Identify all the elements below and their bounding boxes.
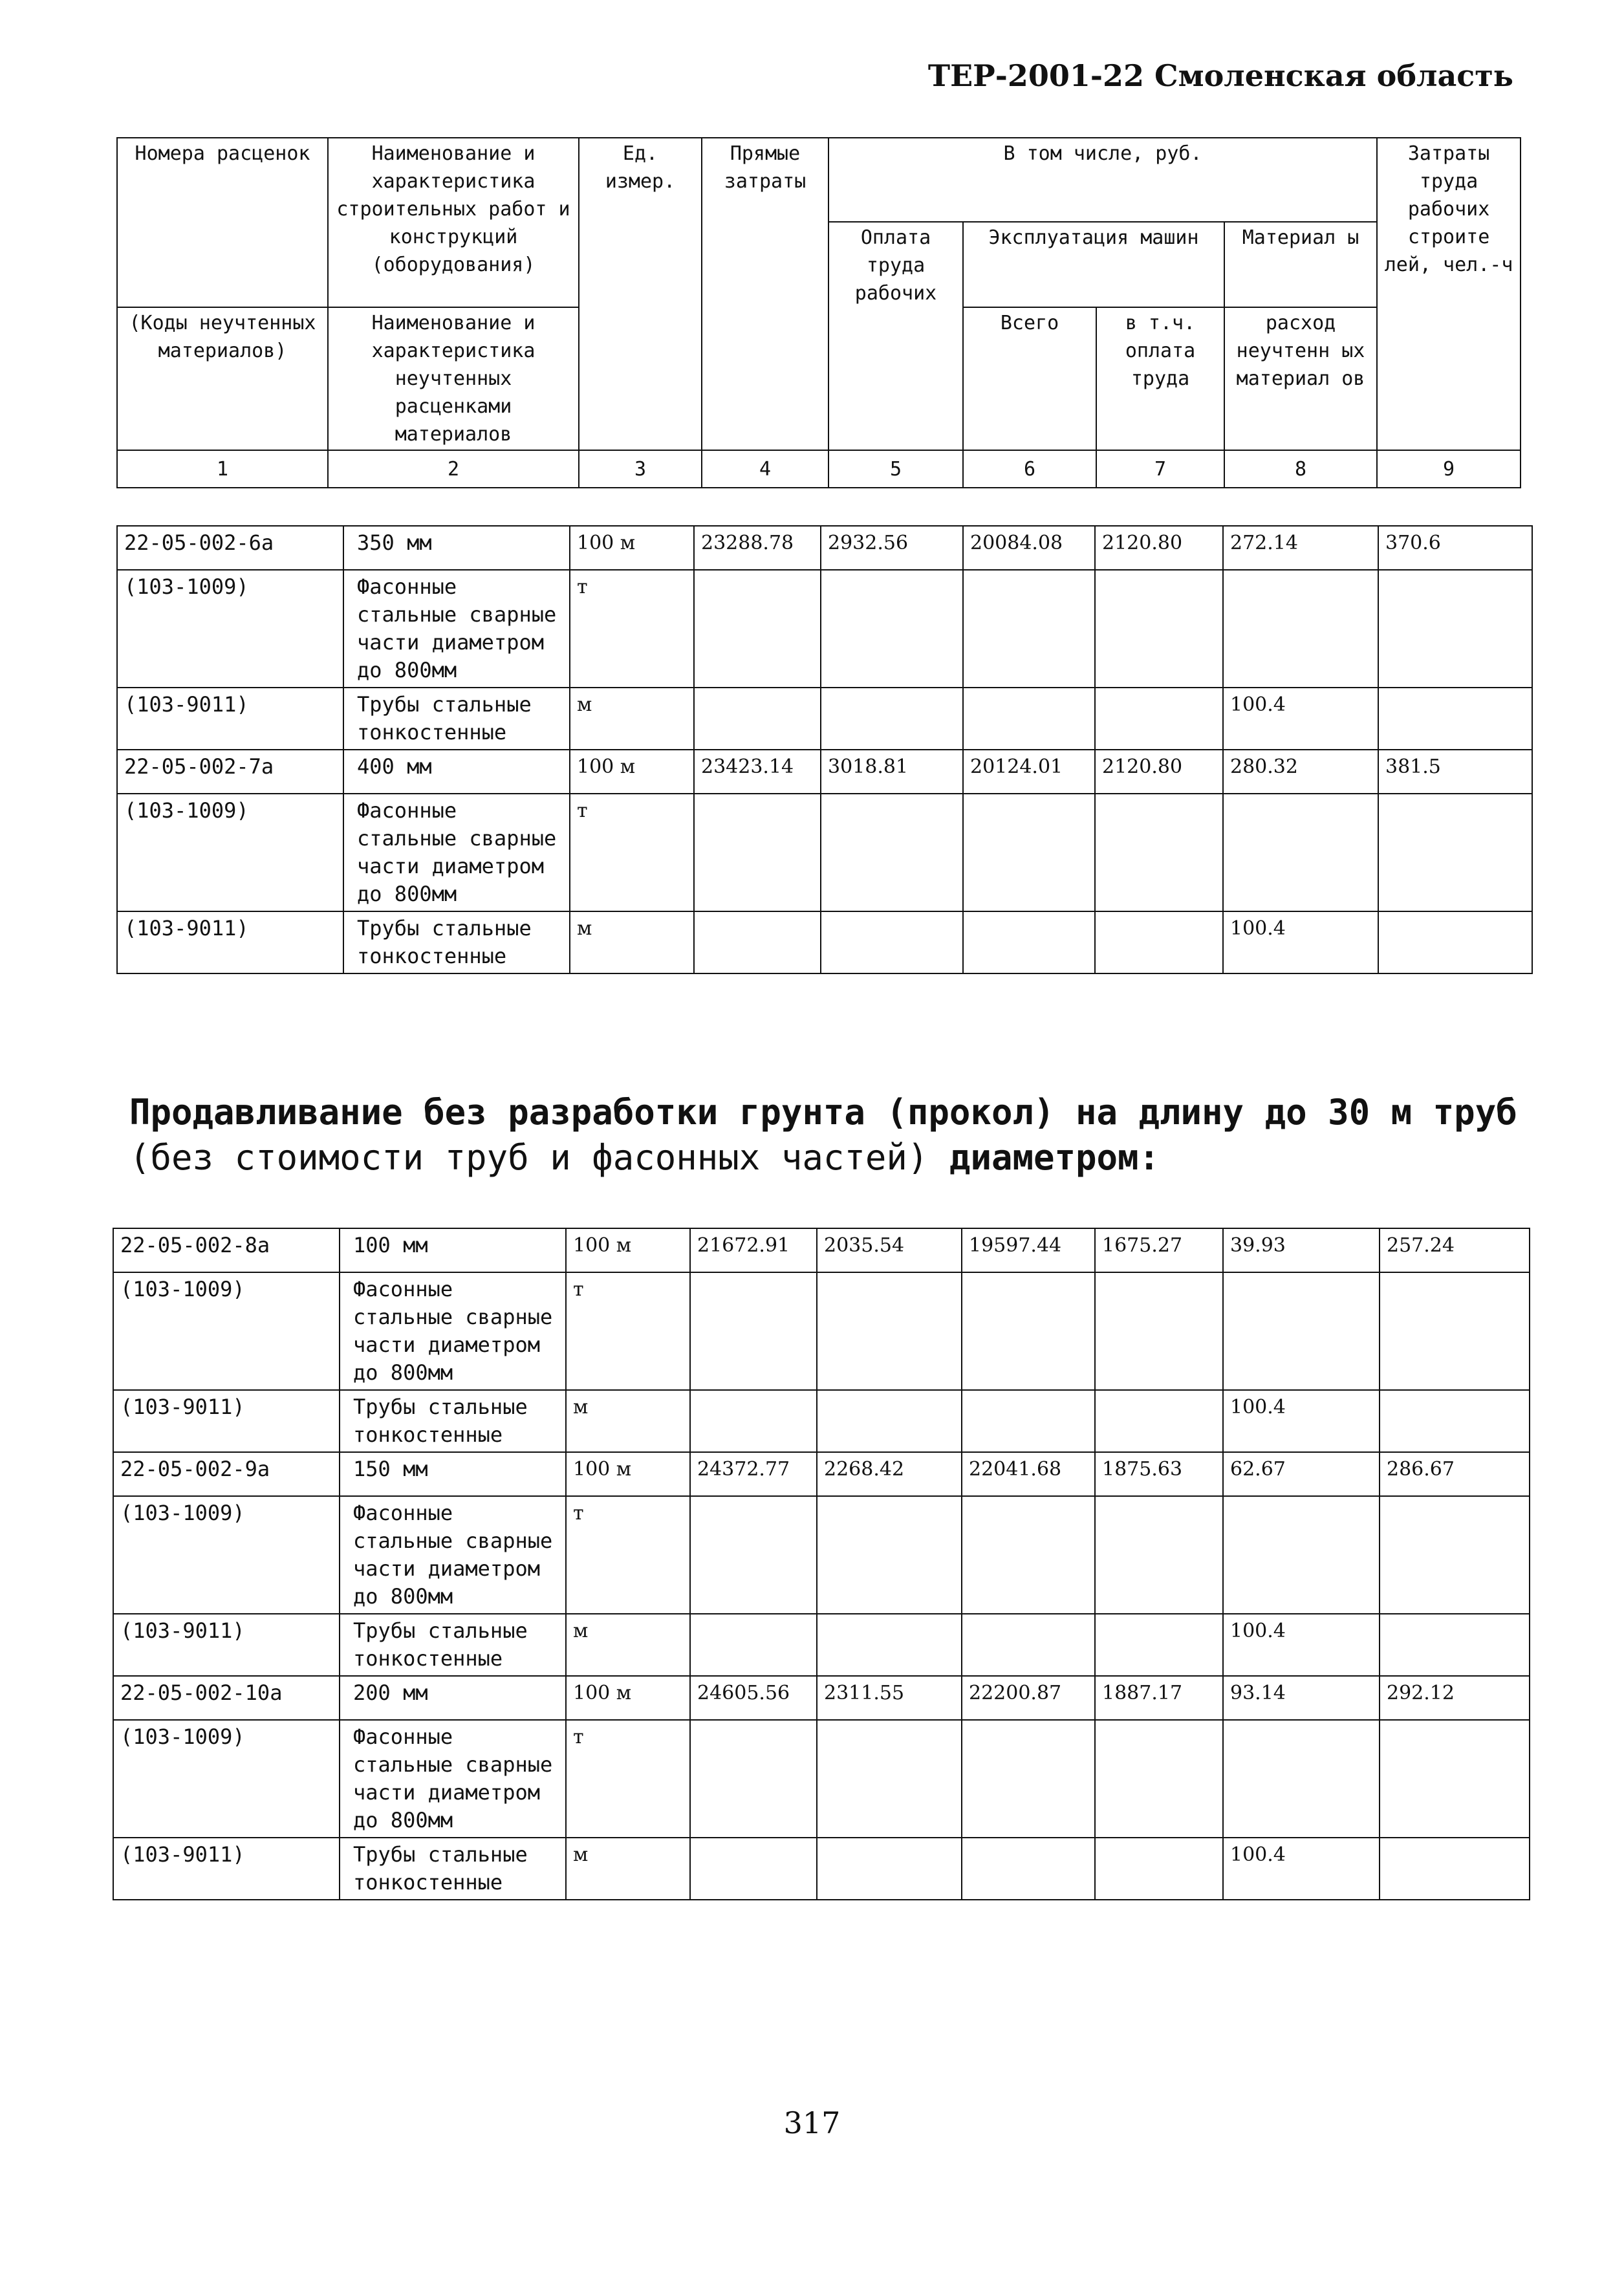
cell-machines: 22200.87 <box>962 1676 1095 1720</box>
cell-labor-pay <box>821 570 963 688</box>
cell-labor-hours <box>1380 1390 1530 1452</box>
cell-direct-costs <box>690 1838 817 1900</box>
cell-unit: м <box>566 1838 690 1900</box>
cell-machines: 20124.01 <box>963 750 1095 794</box>
header-labor-hours: Затраты труда рабочих строите лей, чел.-ч <box>1377 138 1521 450</box>
cell-direct-costs <box>690 1496 817 1614</box>
cell-machines <box>962 1390 1095 1452</box>
cell-unit: 100 м <box>570 526 694 570</box>
cell-materials: 100.4 <box>1223 1614 1380 1676</box>
cell-direct-costs: 24372.77 <box>690 1452 817 1496</box>
cell-labor-pay <box>821 911 963 973</box>
cell-materials: 93.14 <box>1223 1676 1380 1720</box>
cell-unit: 100 м <box>566 1676 690 1720</box>
header-direct-costs: Прямые затраты <box>702 138 828 450</box>
cell-labor-hours <box>1378 794 1532 911</box>
cell-name: Фасонные стальные сварные части диаметром до 800мм <box>340 1496 566 1614</box>
cell-code: (103-9011) <box>113 1838 340 1900</box>
cell-name: Трубы стальные тонкостенные <box>340 1838 566 1900</box>
column-number: 9 <box>1377 450 1521 488</box>
cell-labor-pay <box>817 1390 962 1452</box>
cell-unit: м <box>566 1614 690 1676</box>
header-rate-codes: Номера расценок <box>117 138 328 222</box>
cell-machines <box>963 911 1095 973</box>
cell-materials: 100.4 <box>1223 688 1378 750</box>
cell-machine-labor <box>1095 1838 1223 1900</box>
cell-materials <box>1223 1720 1380 1838</box>
cell-labor-hours: 292.12 <box>1380 1676 1530 1720</box>
cell-code: (103-9011) <box>113 1614 340 1676</box>
cell-direct-costs <box>690 1720 817 1838</box>
cell-machine-labor: 2120.80 <box>1095 526 1223 570</box>
cell-code: 22-05-002-8а <box>113 1228 340 1272</box>
header-unaccounted-materials: расход неучтенн ых материал ов <box>1224 307 1377 450</box>
cell-machines <box>963 570 1095 688</box>
cell-materials: 100.4 <box>1223 911 1378 973</box>
header-rate-codes-spacer <box>117 222 328 307</box>
cell-direct-costs: 23288.78 <box>694 526 821 570</box>
cell-labor-pay <box>817 1720 962 1838</box>
cell-machines <box>963 688 1095 750</box>
cell-labor-pay: 3018.81 <box>821 750 963 794</box>
cell-machines: 20084.08 <box>963 526 1095 570</box>
column-number: 1 <box>117 450 328 488</box>
material-row <box>113 1496 1530 1614</box>
cell-direct-costs <box>690 1390 817 1452</box>
cell-code: (103-1009) <box>117 570 343 688</box>
cell-name: 400 мм <box>343 750 570 794</box>
cell-machine-labor: 1887.17 <box>1095 1676 1223 1720</box>
header-unaccounted-codes: (Коды неучтенных материалов) <box>117 307 328 450</box>
rate-row <box>113 1228 1530 1272</box>
column-number: 2 <box>328 450 579 488</box>
cell-labor-pay <box>817 1614 962 1676</box>
material-row <box>113 1838 1530 1900</box>
cell-machine-labor <box>1095 1272 1223 1390</box>
cell-direct-costs: 24605.56 <box>690 1676 817 1720</box>
cell-name: Фасонные стальные сварные части диаметром до 800мм <box>340 1720 566 1838</box>
column-number: 6 <box>963 450 1096 488</box>
cell-machine-labor: 1875.63 <box>1095 1452 1223 1496</box>
cell-code: (103-9011) <box>117 688 343 750</box>
column-number: 4 <box>702 450 828 488</box>
cell-unit: м <box>570 688 694 750</box>
cell-direct-costs <box>694 911 821 973</box>
header-machine-labor: в т.ч. оплата труда <box>1096 307 1224 450</box>
header-unit: Ед. измер. <box>579 138 702 450</box>
cell-machine-labor <box>1095 1496 1223 1614</box>
material-row <box>117 794 1532 911</box>
header-materials: Материал ы <box>1224 222 1377 307</box>
cell-code: (103-1009) <box>113 1720 340 1838</box>
cell-name: Трубы стальные тонкостенные <box>343 911 570 973</box>
column-number: 5 <box>828 450 963 488</box>
cell-direct-costs: 21672.91 <box>690 1228 817 1272</box>
cell-materials: 272.14 <box>1223 526 1378 570</box>
cell-name: Фасонные стальные сварные части диаметром до 800мм <box>340 1272 566 1390</box>
cell-labor-hours: 381.5 <box>1378 750 1532 794</box>
cell-machines <box>962 1838 1095 1900</box>
cell-labor-pay <box>821 794 963 911</box>
header-labor-pay: Оплата труда рабочих <box>828 222 963 450</box>
header-including: В том числе, руб. <box>828 138 1377 222</box>
cell-code: (103-1009) <box>117 794 343 911</box>
cell-unit: т <box>566 1272 690 1390</box>
cell-code: 22-05-002-10а <box>113 1676 340 1720</box>
material-row <box>113 1272 1530 1390</box>
material-row <box>117 570 1532 688</box>
cell-labor-hours <box>1380 1272 1530 1390</box>
column-number: 7 <box>1096 450 1224 488</box>
header-unaccounted-names: Наименование и характеристика неучтенных расценками материалов <box>328 307 579 450</box>
cell-labor-hours <box>1380 1720 1530 1838</box>
section-title-tail: диаметром: <box>928 1137 1160 1178</box>
cell-unit: 100 м <box>566 1228 690 1272</box>
cell-name: Трубы стальные тонкостенные <box>343 688 570 750</box>
cell-name: Трубы стальные тонкостенные <box>340 1614 566 1676</box>
header-machine-total: Всего <box>963 307 1096 450</box>
column-number: 8 <box>1224 450 1377 488</box>
cell-machine-labor <box>1095 794 1223 911</box>
cell-machine-labor <box>1095 1614 1223 1676</box>
cell-name: Трубы стальные тонкостенные <box>340 1390 566 1452</box>
rate-row <box>117 750 1532 794</box>
cell-code: 22-05-002-7а <box>117 750 343 794</box>
cell-code: (103-9011) <box>113 1390 340 1452</box>
cell-name: Фасонные стальные сварные части диаметром до 800мм <box>343 570 570 688</box>
cell-machine-labor: 2120.80 <box>1095 750 1223 794</box>
cell-materials: 280.32 <box>1223 750 1378 794</box>
cell-code: 22-05-002-9а <box>113 1452 340 1496</box>
cell-labor-pay <box>817 1496 962 1614</box>
cell-unit: т <box>566 1496 690 1614</box>
cell-labor-hours: 257.24 <box>1380 1228 1530 1272</box>
cell-labor-pay: 2035.54 <box>817 1228 962 1272</box>
cell-machine-labor <box>1095 911 1223 973</box>
cell-name: 150 мм <box>340 1452 566 1496</box>
cell-direct-costs: 23423.14 <box>694 750 821 794</box>
cell-name: Фасонные стальные сварные части диаметром до 800мм <box>343 794 570 911</box>
cell-direct-costs <box>690 1614 817 1676</box>
cell-labor-hours <box>1380 1614 1530 1676</box>
rates-table-2 <box>113 1228 1530 1900</box>
cell-machines <box>962 1496 1095 1614</box>
cell-machine-labor <box>1095 1390 1223 1452</box>
cell-materials <box>1223 570 1378 688</box>
section-title <box>129 1090 1539 1180</box>
cell-unit: 100 м <box>566 1452 690 1496</box>
cell-labor-pay: 2311.55 <box>817 1676 962 1720</box>
cell-machine-labor: 1675.27 <box>1095 1228 1223 1272</box>
cell-machine-labor <box>1095 1720 1223 1838</box>
cell-labor-hours: 370.6 <box>1378 526 1532 570</box>
cell-code: (103-1009) <box>113 1272 340 1390</box>
section-title-normal: (без стоимости труб и фасонных частей) <box>129 1137 929 1178</box>
cell-direct-costs <box>690 1272 817 1390</box>
cell-unit: т <box>570 794 694 911</box>
cell-machines <box>963 794 1095 911</box>
column-number: 3 <box>579 450 702 488</box>
header-work-name: Наименование и характеристика строительных работ и конструкций (оборудования) <box>328 138 579 307</box>
rate-row <box>117 526 1532 570</box>
cell-labor-hours <box>1380 1838 1530 1900</box>
cell-labor-hours <box>1380 1496 1530 1614</box>
cell-unit: т <box>566 1720 690 1838</box>
rates-table-1 <box>116 525 1533 974</box>
material-row <box>117 688 1532 750</box>
cell-labor-pay: 2932.56 <box>821 526 963 570</box>
cell-labor-pay <box>817 1838 962 1900</box>
cell-materials: 39.93 <box>1223 1228 1380 1272</box>
cell-code: (103-1009) <box>113 1496 340 1614</box>
page-number: 317 <box>783 2105 841 2140</box>
rate-row <box>113 1452 1530 1496</box>
material-row <box>113 1720 1530 1838</box>
cell-machine-labor <box>1095 688 1223 750</box>
cell-name: 200 мм <box>340 1676 566 1720</box>
rate-row <box>113 1676 1530 1720</box>
cell-materials <box>1223 1496 1380 1614</box>
cell-labor-hours <box>1378 570 1532 688</box>
cell-materials: 100.4 <box>1223 1390 1380 1452</box>
cell-machines: 19597.44 <box>962 1228 1095 1272</box>
column-header-table <box>116 137 1521 488</box>
cell-labor-pay <box>817 1272 962 1390</box>
cell-direct-costs <box>694 794 821 911</box>
cell-materials <box>1223 1272 1380 1390</box>
cell-unit: м <box>566 1390 690 1452</box>
cell-machines: 22041.68 <box>962 1452 1095 1496</box>
cell-materials: 100.4 <box>1223 1838 1380 1900</box>
cell-unit: м <box>570 911 694 973</box>
material-row <box>113 1390 1530 1452</box>
cell-labor-pay: 2268.42 <box>817 1452 962 1496</box>
cell-labor-hours <box>1378 911 1532 973</box>
material-row <box>117 911 1532 973</box>
cell-labor-pay <box>821 688 963 750</box>
cell-unit: т <box>570 570 694 688</box>
cell-labor-hours <box>1378 688 1532 750</box>
cell-machine-labor <box>1095 570 1223 688</box>
section-title-bold: Продавливание без разработки грунта (прокол) на длину до 30 м труб <box>129 1092 1517 1133</box>
cell-code: 22-05-002-6а <box>117 526 343 570</box>
cell-labor-hours: 286.67 <box>1380 1452 1530 1496</box>
material-row <box>113 1614 1530 1676</box>
cell-machines <box>962 1720 1095 1838</box>
cell-machines <box>962 1272 1095 1390</box>
cell-direct-costs <box>694 688 821 750</box>
header-machine-operation: Эксплуатация машин <box>963 222 1224 307</box>
cell-name: 350 мм <box>343 526 570 570</box>
cell-machines <box>962 1614 1095 1676</box>
cell-name: 100 мм <box>340 1228 566 1272</box>
cell-code: (103-9011) <box>117 911 343 973</box>
page-header: ТЕР-2001-22 Смоленская область <box>927 58 1513 93</box>
cell-direct-costs <box>694 570 821 688</box>
cell-materials: 62.67 <box>1223 1452 1380 1496</box>
cell-materials <box>1223 794 1378 911</box>
cell-unit: 100 м <box>570 750 694 794</box>
